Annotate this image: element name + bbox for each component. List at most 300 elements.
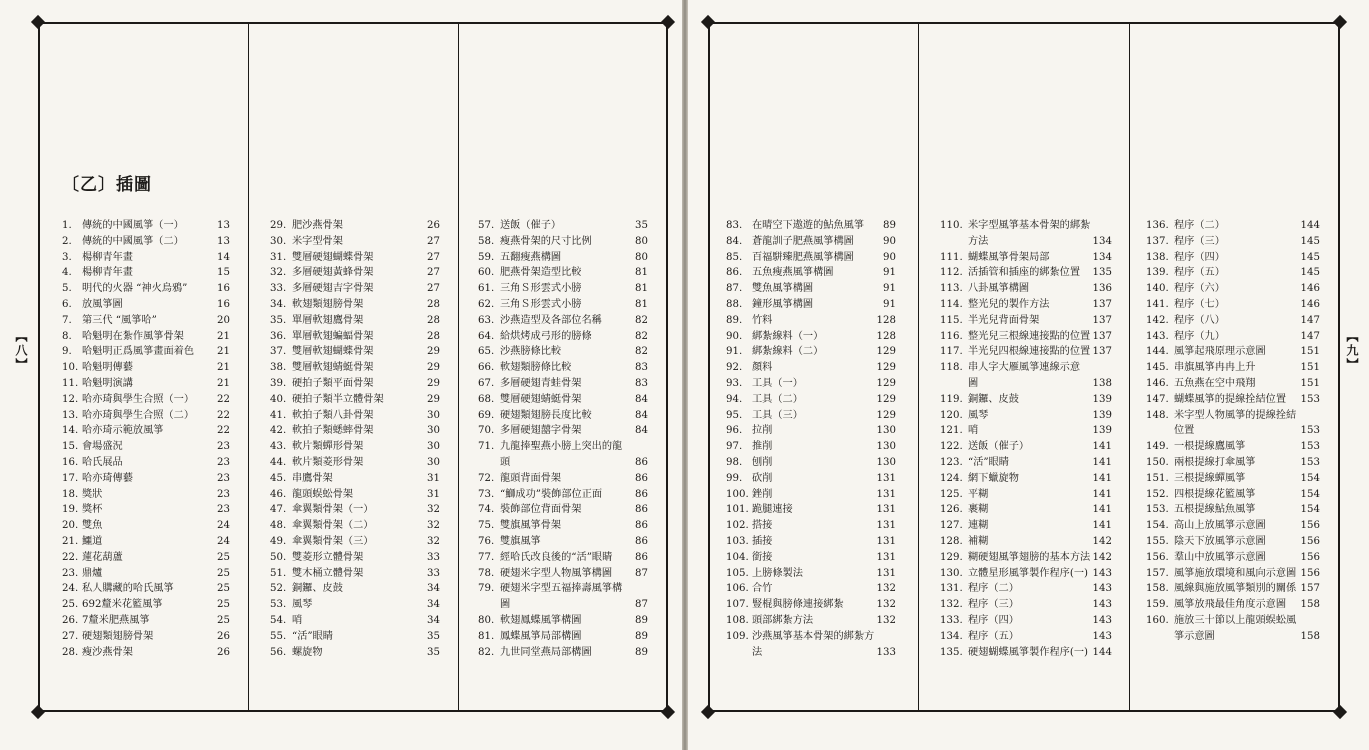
entry-title	[500, 376, 582, 392]
entry-title	[1174, 439, 1245, 455]
entry-title	[500, 329, 592, 345]
index-column-5	[940, 218, 1112, 660]
entry-title-line: 鐘形風箏構圖	[752, 298, 814, 310]
entry-number: 49.	[270, 535, 287, 547]
entry-number: 101.	[726, 504, 749, 516]
entry-number: 154.	[1146, 520, 1169, 532]
index-entry	[1146, 297, 1320, 313]
index-entry	[270, 218, 440, 234]
index-entry	[62, 581, 230, 597]
column-divider	[1129, 22, 1130, 712]
entry-page-number: 131	[876, 535, 896, 547]
entry-title-line: “鰤成功”裝飾部位正面	[500, 488, 603, 500]
entry-title	[968, 613, 1019, 629]
entry-number: 89.	[726, 314, 743, 326]
entry-number: 126.	[940, 504, 963, 516]
index-entry	[62, 629, 230, 645]
index-entry	[940, 408, 1112, 424]
entry-title	[500, 502, 582, 518]
entry-title	[500, 344, 561, 360]
entry-title	[82, 360, 133, 376]
index-entry	[270, 550, 440, 566]
entry-number: 71.	[478, 441, 495, 453]
index-entry	[478, 408, 648, 424]
entry-title	[82, 344, 194, 360]
entry-number: 63.	[478, 314, 495, 326]
entry-title-line: 銅鑼、皮鼓	[968, 393, 1019, 405]
entry-page-number: 28	[427, 298, 440, 310]
entry-page-number: 130	[876, 441, 896, 453]
entry-page-number: 35	[635, 220, 648, 231]
entry-title	[968, 423, 978, 439]
entry-title	[82, 218, 184, 234]
index-entry	[270, 534, 440, 550]
index-entry	[478, 502, 648, 518]
index-entry	[1146, 376, 1320, 392]
index-entry	[726, 344, 896, 360]
index-entry	[270, 581, 440, 597]
entry-title-line: 單層軟翅蝙蝠骨架	[292, 330, 374, 342]
entry-page-number: 31	[427, 472, 440, 484]
index-entry	[62, 550, 230, 566]
entry-number: 103.	[726, 535, 749, 547]
entry-page-number: 138	[1092, 377, 1112, 389]
entry-title-line: 三角Ｓ形雲式小膀	[500, 283, 582, 295]
entry-number: 25.	[62, 599, 79, 611]
entry-number: 102.	[726, 520, 749, 532]
index-entry	[726, 487, 896, 503]
entry-number: 143.	[1146, 330, 1169, 342]
entry-title-line: 風琴	[292, 599, 313, 611]
index-entry	[1146, 360, 1320, 376]
entry-title-continuation: 圖	[500, 599, 511, 611]
entry-title	[1174, 502, 1256, 518]
index-entry	[62, 645, 230, 661]
entry-page-number: 141	[1092, 456, 1112, 468]
entry-title	[752, 423, 772, 439]
entry-title	[1174, 360, 1256, 376]
entry-title	[752, 408, 803, 424]
entry-number: 7.	[62, 314, 72, 326]
entry-number: 152.	[1146, 488, 1169, 500]
entry-title	[752, 329, 823, 345]
index-entry	[62, 455, 230, 471]
entry-page-number: 157	[1300, 583, 1320, 595]
entry-title-line: 上膀條製法	[752, 567, 803, 579]
entry-title	[292, 534, 374, 550]
entry-title	[752, 250, 854, 266]
entry-page-number: 91	[883, 283, 896, 295]
entry-page-number: 156	[1300, 551, 1320, 563]
index-entry	[62, 502, 230, 518]
entry-number: 56.	[270, 646, 287, 658]
entry-title-line: 鱷道	[82, 535, 103, 547]
index-entry	[478, 518, 648, 534]
index-entry	[62, 265, 230, 281]
index-column-6	[1146, 218, 1320, 645]
entry-number: 36.	[270, 330, 287, 342]
entry-title-line: 雙旗風箏	[500, 535, 541, 547]
entry-title-line: 傳統的中國風箏（二）	[82, 235, 184, 247]
entry-number: 35.	[270, 314, 287, 326]
entry-number: 2.	[62, 235, 72, 247]
entry-title-line: 程序（八）	[1174, 314, 1225, 326]
entry-title	[1174, 313, 1225, 329]
index-entry	[726, 597, 896, 613]
index-entry	[1146, 439, 1320, 455]
entry-number: 37.	[270, 346, 287, 358]
entry-page-number: 22	[217, 409, 230, 421]
entry-title	[752, 281, 813, 297]
index-column-4	[726, 218, 896, 660]
entry-title	[292, 566, 363, 582]
entry-number: 47.	[270, 504, 287, 516]
entry-number: 107.	[726, 599, 749, 611]
entry-title	[1174, 455, 1256, 471]
index-entry	[478, 234, 648, 250]
entry-number: 26.	[62, 614, 79, 626]
entry-title-line: 平糊	[968, 488, 989, 500]
entry-title	[1174, 234, 1225, 250]
index-entry	[478, 550, 648, 566]
index-entry	[726, 629, 896, 661]
index-entry	[270, 250, 440, 266]
entry-title	[752, 376, 803, 392]
entry-title	[82, 423, 164, 439]
entry-title-line: 補糊	[968, 535, 989, 547]
entry-title-line: 糊硬翅風箏翅膀的基本方法	[968, 551, 1091, 563]
entry-title	[82, 329, 184, 345]
index-column-2	[270, 218, 440, 660]
entry-title-line: 軟翅類膀條比較	[500, 362, 572, 374]
entry-title	[500, 250, 561, 266]
entry-page-number: 137	[1092, 330, 1112, 342]
entry-page-number: 29	[427, 346, 440, 358]
entry-title-line: 工具（三）	[752, 409, 803, 421]
entry-title-continuation: 圖	[968, 377, 979, 389]
index-entry	[940, 392, 1112, 408]
entry-number: 148.	[1146, 409, 1169, 421]
entry-title-line: 哈亦琦與學生合照（一）	[82, 393, 195, 405]
index-entry	[478, 218, 648, 234]
index-entry	[940, 218, 1112, 250]
index-entry	[62, 329, 230, 345]
index-entry	[270, 297, 440, 313]
index-entry	[940, 455, 1112, 471]
entry-title-line: 砍削	[752, 472, 773, 484]
entry-title	[82, 629, 153, 645]
entry-title-line: 高山上放風箏示意圖	[1174, 520, 1266, 532]
entry-page-number: 14	[217, 251, 230, 263]
index-entry	[62, 360, 230, 376]
entry-page-number: 33	[427, 567, 440, 579]
index-entry	[62, 487, 230, 503]
index-entry	[270, 471, 440, 487]
index-entry	[726, 250, 896, 266]
index-entry	[62, 376, 230, 392]
entry-title-continuation: 方法	[968, 235, 989, 247]
entry-page-number: 131	[876, 504, 896, 516]
entry-title	[292, 265, 374, 281]
index-entry	[62, 281, 230, 297]
entry-title-line: 硬翅類翅膀長度比較	[500, 409, 592, 421]
entry-number: 116.	[940, 330, 963, 342]
entry-number: 48.	[270, 520, 287, 532]
entry-page-number: 139	[1092, 425, 1112, 437]
entry-page-number: 128	[876, 314, 896, 326]
index-entry	[940, 439, 1112, 455]
entry-title-line: 雙層硬翅蜻蜓骨架	[500, 393, 582, 405]
entry-number: 150.	[1146, 456, 1169, 468]
entry-title	[292, 423, 374, 439]
index-entry	[478, 423, 648, 439]
entry-page-number: 91	[883, 298, 896, 310]
entry-title	[752, 566, 803, 582]
index-entry	[270, 439, 440, 455]
index-entry	[726, 566, 896, 582]
entry-number: 43.	[270, 441, 287, 453]
entry-page-number: 90	[883, 235, 896, 247]
entry-title-line: 半光兒背面骨架	[968, 314, 1040, 326]
entry-title	[968, 265, 1080, 281]
entry-title	[968, 360, 1080, 392]
entry-page-number: 158	[1300, 630, 1320, 642]
entry-page-number: 30	[427, 425, 440, 437]
entry-title-line: 雙菱形立體骨架	[292, 551, 364, 563]
entry-page-number: 134	[1092, 251, 1112, 263]
entry-page-number: 145	[1300, 251, 1320, 263]
entry-page-number: 29	[427, 362, 440, 374]
entry-page-number: 81	[635, 283, 648, 295]
index-entry	[62, 534, 230, 550]
entry-page-number: 90	[883, 251, 896, 263]
index-entry	[62, 297, 230, 313]
entry-number: 59.	[478, 251, 495, 263]
entry-title-line: 程序（三）	[1174, 235, 1225, 247]
index-entry	[62, 471, 230, 487]
entry-title	[752, 439, 772, 455]
entry-title-line: 程序（七）	[1174, 298, 1225, 310]
index-entry	[270, 234, 440, 250]
entry-number: 131.	[940, 583, 963, 595]
entry-title	[82, 534, 102, 550]
entry-title-line: 綁紮線料（一）	[752, 330, 824, 342]
index-entry	[1146, 455, 1320, 471]
entry-page-number: 156	[1300, 520, 1320, 532]
index-entry	[726, 471, 896, 487]
entry-title-line: 五根提線鮎魚風箏	[1174, 504, 1256, 516]
entry-title-line: “活”眼睛	[968, 456, 1009, 468]
entry-page-number: 141	[1092, 520, 1112, 532]
entry-page-number: 21	[217, 362, 230, 374]
entry-number: 42.	[270, 425, 287, 437]
entry-title-line: 蓮花葫蘆	[82, 551, 123, 563]
entry-title-line: 雙魚	[82, 520, 103, 532]
index-entry	[62, 234, 230, 250]
entry-title-line: 竹料	[752, 314, 773, 326]
entry-number: 160.	[1146, 614, 1169, 626]
entry-title-line: 傘翼類骨架（一）	[292, 504, 374, 516]
entry-title	[1174, 518, 1266, 534]
entry-title	[752, 487, 772, 503]
entry-page-number: 129	[876, 362, 896, 374]
entry-title	[752, 234, 854, 250]
entry-page-number: 143	[1092, 583, 1112, 595]
entry-title	[500, 471, 561, 487]
entry-title	[968, 218, 1090, 250]
entry-title-line: 工具（二）	[752, 393, 803, 405]
entry-page-number: 26	[217, 630, 230, 642]
right-page-number: 【九】	[1345, 330, 1359, 372]
entry-title-line: 程序（五）	[968, 630, 1019, 642]
index-entry	[940, 550, 1112, 566]
index-entry	[478, 487, 648, 503]
entry-title-line: 雙旗風箏骨架	[500, 520, 562, 532]
entry-page-number: 23	[217, 441, 230, 453]
entry-page-number: 87	[635, 567, 648, 579]
entry-page-number: 89	[635, 646, 648, 658]
index-entry	[940, 566, 1112, 582]
entry-title-line: 哈亦琦傳藝	[82, 472, 133, 484]
entry-page-number: 25	[217, 599, 230, 611]
entry-title	[752, 218, 864, 234]
entry-title	[82, 313, 157, 329]
index-entry	[1146, 265, 1320, 281]
entry-title	[968, 329, 1090, 345]
index-entry	[940, 629, 1112, 645]
entry-page-number: 134	[1092, 235, 1112, 247]
index-entry	[478, 581, 648, 613]
entry-page-number: 27	[427, 283, 440, 295]
entry-page-number: 143	[1092, 599, 1112, 611]
column-divider	[918, 22, 919, 712]
entry-title-line: 螺旋物	[292, 646, 323, 658]
entry-title	[1174, 297, 1225, 313]
entry-title-line: 程序（六）	[1174, 283, 1225, 295]
entry-page-number: 16	[217, 298, 230, 310]
entry-number: 90.	[726, 330, 743, 342]
entry-title-line: 網下蠟旋物	[968, 472, 1019, 484]
entry-title	[82, 250, 133, 266]
entry-title	[292, 329, 374, 345]
entry-title-line: 風琴	[968, 409, 989, 421]
entry-title	[292, 581, 343, 597]
entry-number: 83.	[726, 220, 743, 231]
entry-number: 45.	[270, 472, 287, 484]
entry-page-number: 23	[217, 504, 230, 516]
entry-page-number: 141	[1092, 441, 1112, 453]
entry-page-number: 142	[1092, 535, 1112, 547]
entry-number: 27.	[62, 630, 79, 642]
entry-number: 111.	[940, 251, 963, 263]
entry-number: 5.	[62, 283, 72, 295]
entry-title	[500, 265, 582, 281]
entry-title-line: 三根提線蟬風箏	[1174, 472, 1246, 484]
entry-title	[968, 550, 1090, 566]
entry-title-line: 程序（二）	[1174, 220, 1225, 231]
index-entry	[478, 392, 648, 408]
entry-number: 108.	[726, 614, 749, 626]
entry-title	[292, 344, 374, 360]
entry-title-line: 程序（五）	[1174, 267, 1225, 279]
entry-page-number: 84	[635, 409, 648, 421]
index-entry	[940, 581, 1112, 597]
entry-title-line: 銜接	[752, 551, 773, 563]
entry-title	[752, 455, 772, 471]
entry-title-line: 連糊	[968, 520, 989, 532]
entry-title-line: 軟片類菱形骨架	[292, 456, 364, 468]
index-entry	[270, 423, 440, 439]
index-entry	[726, 392, 896, 408]
entry-number: 158.	[1146, 583, 1169, 595]
entry-number: 14.	[62, 425, 79, 437]
entry-number: 79.	[478, 583, 495, 595]
entry-title-line: 雙層硬翅蝴蝶骨架	[292, 251, 374, 263]
index-entry	[478, 566, 648, 582]
entry-title	[752, 297, 813, 313]
index-entry	[270, 408, 440, 424]
entry-title-line: 風箏起飛原理示意圖	[1174, 346, 1266, 358]
entry-page-number: 143	[1092, 630, 1112, 642]
entry-title	[500, 234, 592, 250]
entry-page-number: 21	[217, 346, 230, 358]
entry-title	[82, 408, 194, 424]
entry-title-line: 五魚瘦燕風箏構圖	[752, 267, 834, 279]
entry-title	[1174, 550, 1266, 566]
entry-page-number: 129	[876, 346, 896, 358]
entry-title-line: 硬翅類翅膀骨架	[82, 630, 154, 642]
entry-title	[500, 566, 612, 582]
entry-page-number: 147	[1300, 330, 1320, 342]
entry-number: 6.	[62, 298, 72, 310]
index-entry	[726, 455, 896, 471]
entry-title	[292, 550, 363, 566]
entry-number: 109.	[726, 630, 749, 642]
entry-page-number: 154	[1300, 504, 1320, 516]
entry-page-number: 87	[635, 599, 648, 611]
entry-title-continuation: 位置	[1174, 425, 1195, 437]
entry-title	[968, 629, 1019, 645]
entry-title-line: 四根提線花籃風箏	[1174, 488, 1256, 500]
entry-number: 136.	[1146, 220, 1169, 231]
entry-number: 87.	[726, 283, 743, 295]
index-entry	[1146, 597, 1320, 613]
entry-page-number: 131	[876, 472, 896, 484]
entry-number: 40.	[270, 393, 287, 405]
entry-title	[292, 297, 363, 313]
index-entry	[940, 471, 1112, 487]
entry-page-number: 158	[1300, 599, 1320, 611]
entry-page-number: 131	[876, 567, 896, 579]
entry-title-line: 陰天下放風箏示意圖	[1174, 535, 1266, 547]
entry-number: 18.	[62, 488, 79, 500]
entry-number: 33.	[270, 283, 287, 295]
entry-title-line: 沙燕膀條比較	[500, 346, 562, 358]
entry-number: 147.	[1146, 393, 1169, 405]
entry-title	[292, 250, 374, 266]
entry-title-line: 瘦燕骨架的尺寸比例	[500, 235, 592, 247]
entry-page-number: 23	[217, 472, 230, 484]
entry-page-number: 86	[635, 456, 648, 468]
entry-title-line: “活”眼睛	[292, 630, 333, 642]
entry-title-line: 搭接	[752, 520, 773, 532]
entry-number: 55.	[270, 630, 287, 642]
entry-title-line: 風箏施放環境和風向示意圖	[1174, 567, 1297, 579]
entry-page-number: 142	[1092, 551, 1112, 563]
entry-page-number: 154	[1300, 472, 1320, 484]
entry-page-number: 80	[635, 235, 648, 247]
entry-title-line: 軟翅鳳蝶風箏構圖	[500, 614, 582, 626]
